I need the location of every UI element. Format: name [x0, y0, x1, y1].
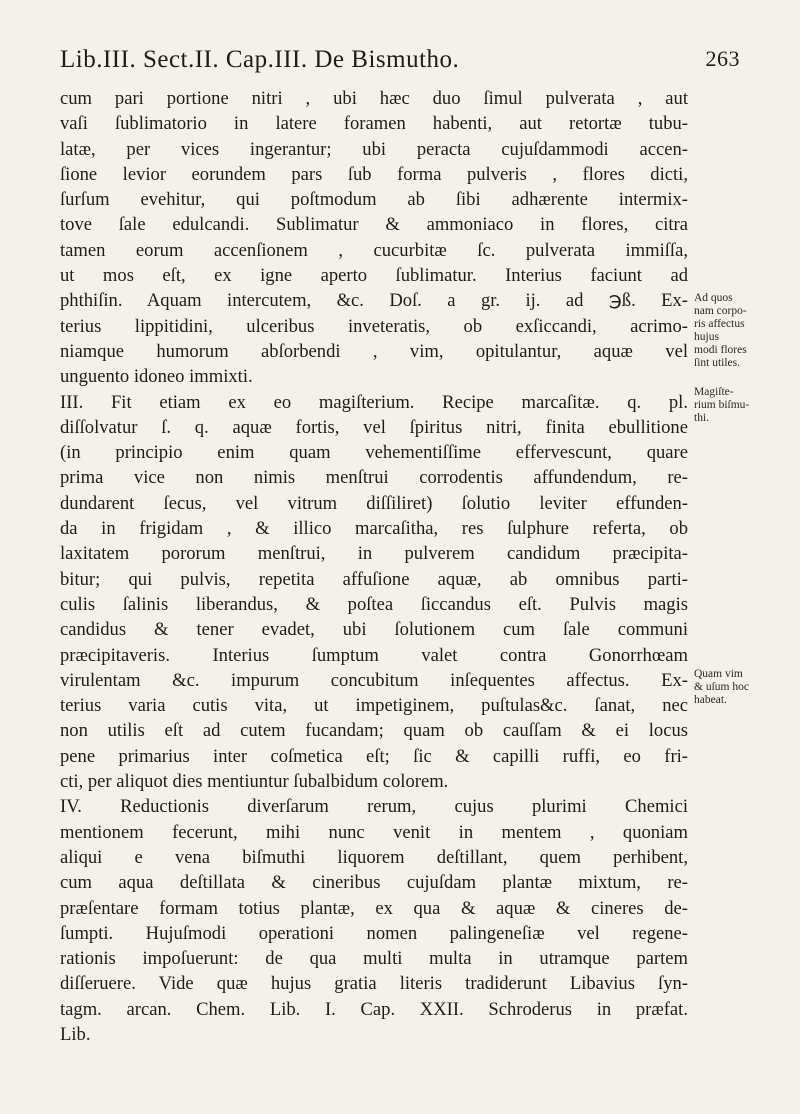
margin-note-magisterium [694, 386, 794, 425]
text-line: ſurſum evehitur, qui poſtmodum ab ſibi adhærente intermix- [60, 189, 688, 211]
text-line: rationis impoſuerunt: de qua multi multa in utramque partem [60, 948, 688, 970]
text-line: mentionem fecerunt, mihi nunc venit in mentem , quoniam [60, 821, 688, 843]
text-line: non utilis eſt ad cutem fucandam; quam ob cauſſam & ei locus [60, 720, 688, 742]
text-line: diſſeruere. Vide quæ hujus gratia literis tradiderunt Libavius ſyn- [60, 973, 688, 995]
running-title: Lib.III. Sect.II. Cap.III. De Bismutho. [60, 46, 460, 73]
margin-line: Quam vim [694, 668, 743, 680]
margin-line: Ad quos [694, 292, 733, 304]
page-number: 263 [705, 46, 740, 71]
main-text [60, 86, 688, 1047]
text-line: ſione levior eorundem pars ſub forma pulveris , flores dicti, [60, 163, 688, 185]
text-line: tamen eorum accenſionem , cucurbitæ ſc. pulverata immiſſa, [60, 239, 688, 261]
text-line: præſentare formam totius plantæ, ex qua & aquæ & cineres de- [60, 897, 688, 919]
margin-note-quam-vim [694, 668, 794, 707]
running-header [60, 42, 740, 82]
text-line: virulentam &c. impurum concubitum inſequentes affectus. Ex- [60, 669, 688, 691]
text-line: da in frigidam , & illico marcaſitha, res ſulphure referta, ob [60, 518, 688, 540]
text-line: diſſolvatur ſ. q. aquæ fortis, vel ſpiritus nitri, finita ebullitione [60, 416, 688, 438]
text-line: vaſi ſublimatorio in latere foramen habenti, aut retortæ tubu- [60, 113, 688, 135]
text-line: terius lippitidini, ulceribus inveteratis, ob exſiccandi, acrimo- [60, 315, 688, 337]
text-line: bitur; qui pulvis, repetita affuſione aquæ, ab omnibus parti- [60, 568, 688, 590]
text-line: III. Fit etiam ex eo magiſterium. Recipe marcaſitæ. q. pl. [60, 391, 688, 413]
margin-line: ſint utiles. [694, 357, 740, 369]
text-line: cum aqua deſtillata & cineribus cujuſdam plantæ mixtum, re- [60, 872, 688, 894]
text-line: cti, per aliquot dies mentiuntur ſubalbidum colorem. [60, 771, 449, 793]
text-line: IV. Reductionis diverſarum rerum, cujus plurimi Chemici [60, 796, 688, 818]
margin-line: rium biſmu- [694, 399, 750, 411]
text-line: unguento idoneo immixti. [60, 366, 253, 388]
margin-line: ris affectus [694, 318, 745, 330]
text-line: dundarent ſecus, vel vitrum diſſiliret) ſolutio leviter effunden- [60, 492, 688, 514]
text-line: candidus & tener evadet, ubi ſolutionem cum ſale communi [60, 619, 688, 641]
margin-line: nam corpo- [694, 305, 747, 317]
text-line: pene primarius inter coſmetica eſt; ſic & capilli ruffi, eo fri- [60, 745, 688, 767]
margin-line: thi. [694, 412, 710, 424]
text-line: Lib. [60, 1023, 91, 1045]
text-line: (in principio enim quam vehementiſſime effervescunt, quare [60, 442, 688, 464]
text-line: phthiſin. Aquam intercutem, &c. Doſ. a gr. ij. ad ℈ß. Ex- [60, 290, 688, 312]
margin-line: & uſum hoc [694, 681, 749, 693]
text-line: laxitatem pororum menſtrui, in pulverem candidum præcipita- [60, 543, 688, 565]
text-line: ſumpti. Hujuſmodi operationi nomen palingeneſiæ vel regene- [60, 922, 688, 944]
text-line: latæ, per vices ingerantur; ubi peracta cujuſdammodi accen- [60, 138, 688, 160]
text-line: niamque humorum abſorbendi , vim, opitulantur, aquæ vel [60, 340, 688, 362]
text-line: præcipitaveris. Interius ſumptum valet contra Gonorrhœam [60, 644, 688, 666]
text-line: prima vice non nimis menſtrui corrodentis affundendum, re- [60, 467, 688, 489]
margin-line: habeat. [694, 694, 727, 706]
text-line: aliqui e vena biſmuthi liquorem deſtillant, quem perhibent, [60, 846, 688, 868]
text-line: tove ſale edulcandi. Sublimatur & ammoniaco in flores, citra [60, 214, 688, 236]
margin-line: Magiſte- [694, 386, 734, 398]
margin-note-ad-quos [694, 292, 794, 370]
text-line: terius varia cutis vita, ut impetiginem, puſtulas&c. ſanat, nec [60, 695, 688, 717]
text-line: tagm. arcan. Chem. Lib. I. Cap. XXII. Schroderus in præfat. [60, 998, 688, 1020]
text-line: culis ſalinis liberandus, & poſtea ſiccandus eſt. Pulvis magis [60, 593, 688, 615]
margin-line: modi flores [694, 344, 747, 356]
text-line: cum pari portione nitri , ubi hæc duo ſimul pulverata , aut [60, 88, 688, 109]
text-line: ut mos eſt, ex igne aperto ſublimatur. Interius faciunt ad [60, 265, 688, 287]
margin-line: hujus [694, 331, 719, 343]
